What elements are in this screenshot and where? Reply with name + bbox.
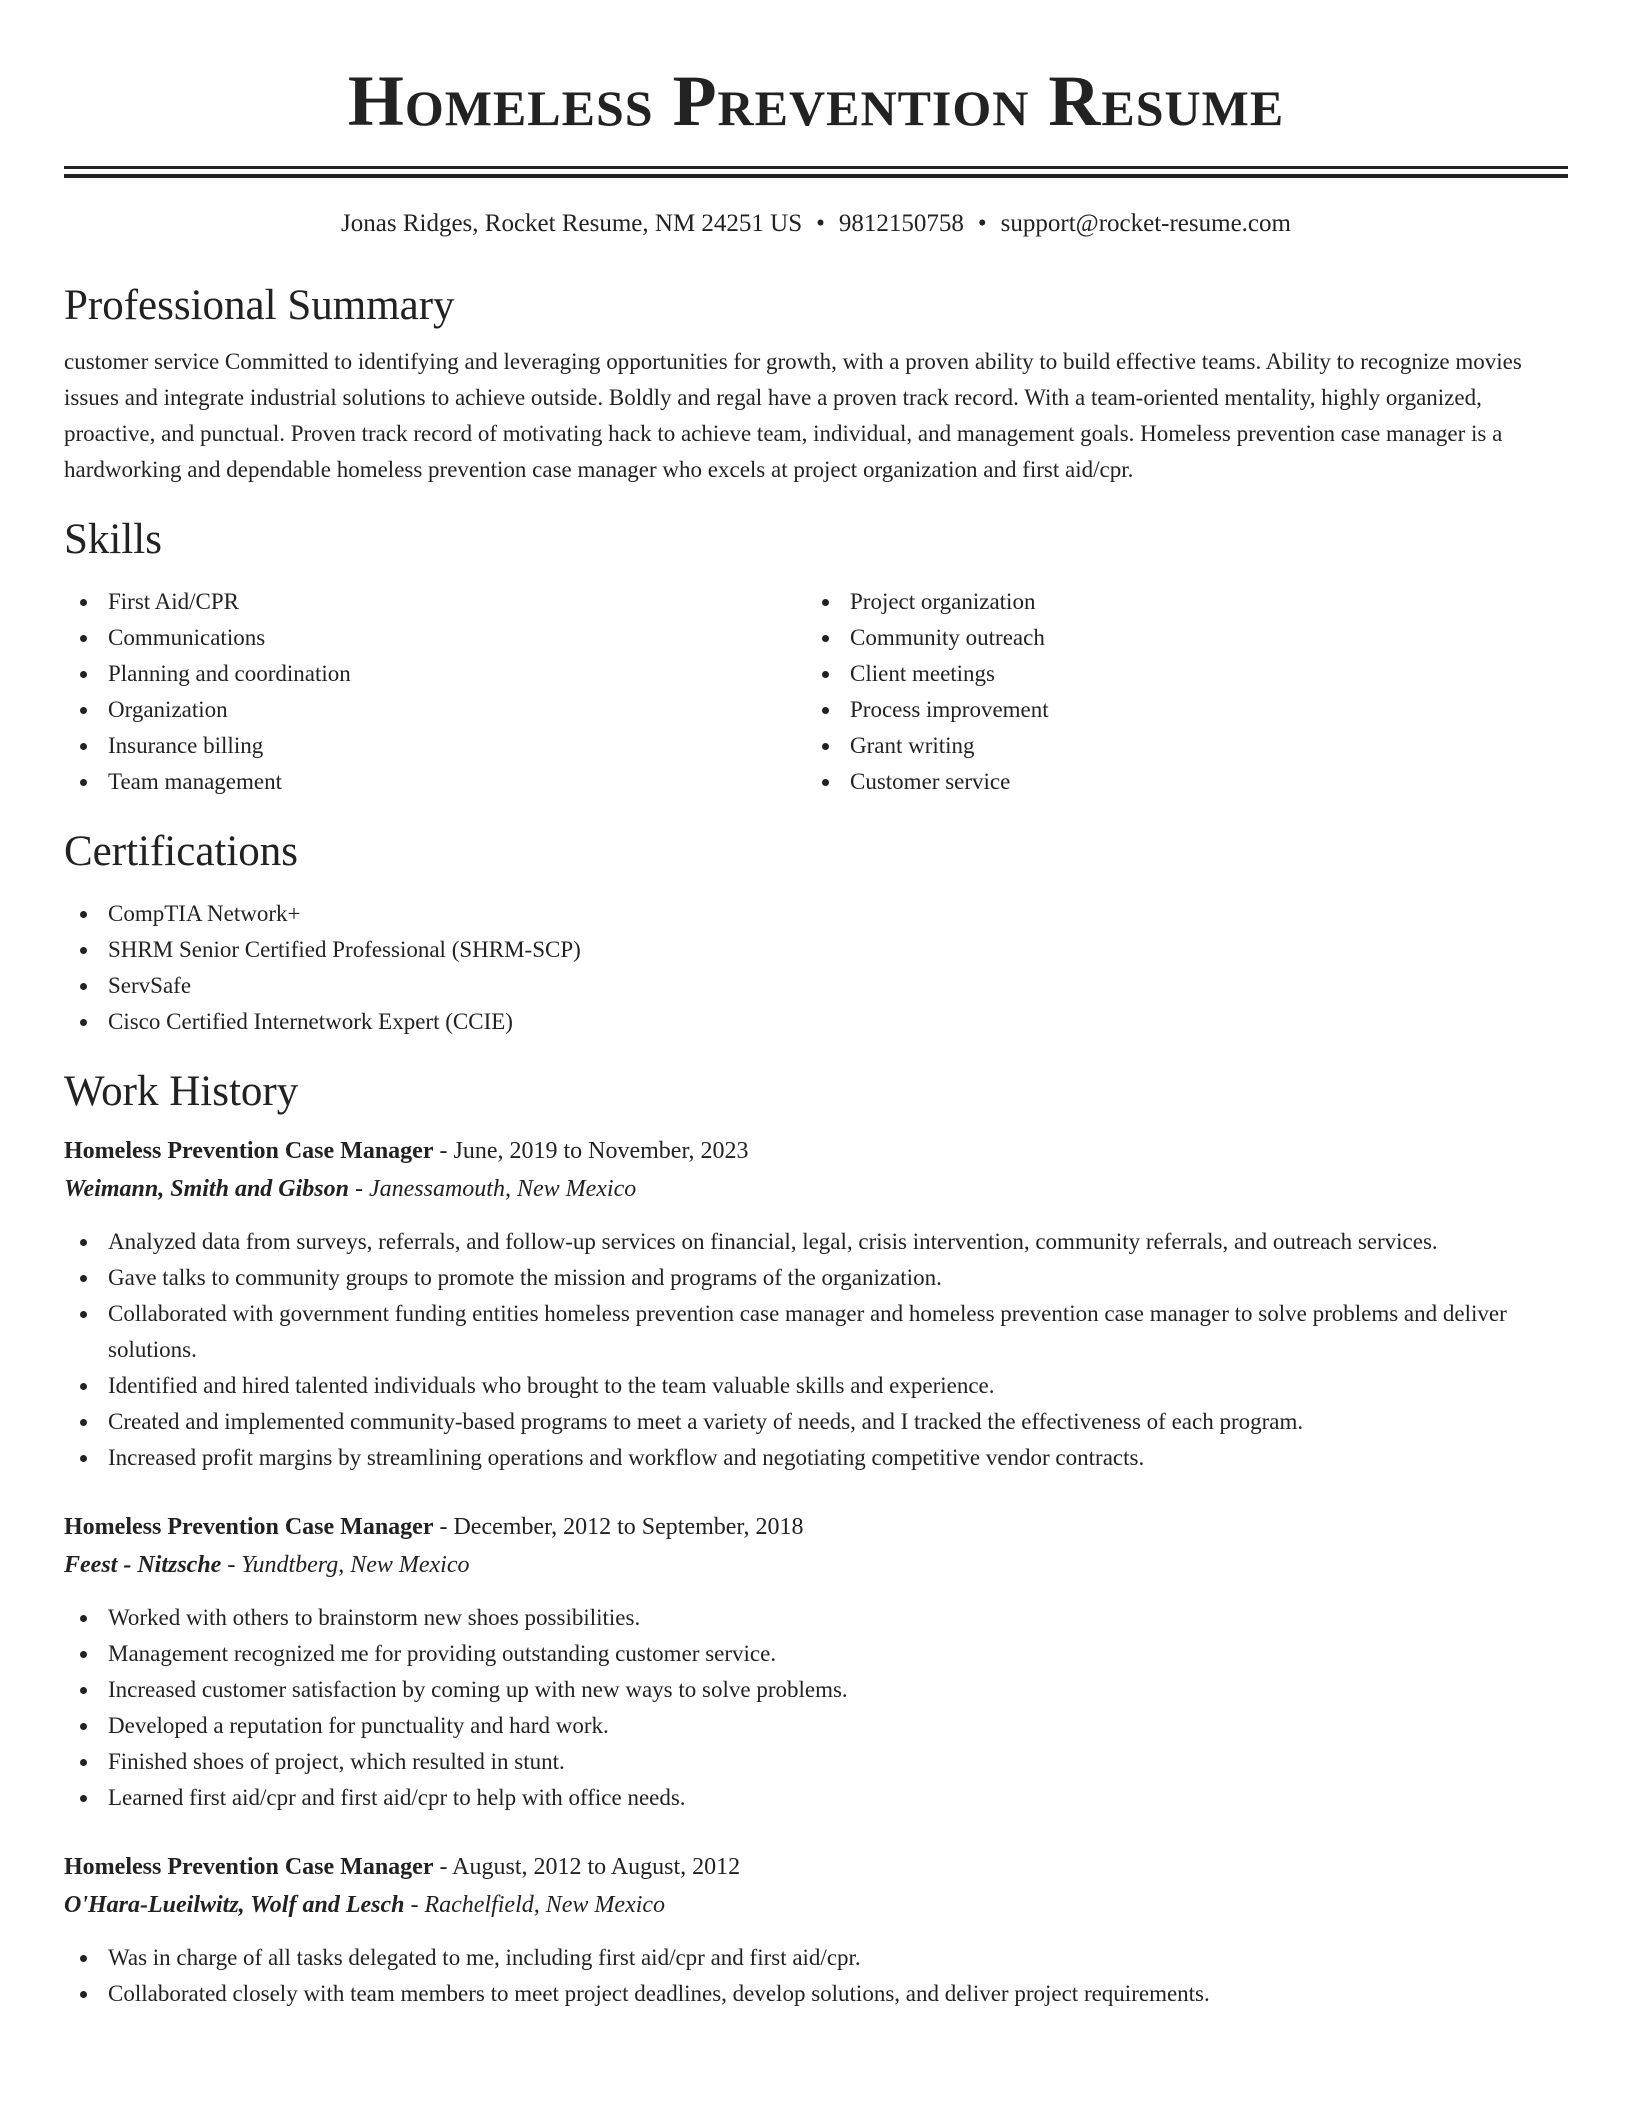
title-divider: [64, 166, 1568, 178]
job-responsibilities: [64, 1940, 1568, 2012]
employer-name: Feest - Nitzsche: [64, 1552, 222, 1578]
certifications-heading: Certifications: [64, 828, 299, 875]
job-bullet: Management recognized me for providing outstanding customer service.: [64, 1636, 1568, 1672]
job-bullet: Collaborated closely with team members to meet project deadlines, develop solutions, and deliver project requirements.: [64, 1976, 1568, 2012]
job-title: Homeless Prevention Case Manager: [64, 1138, 434, 1164]
summary-heading: Professional Summary: [64, 282, 455, 329]
job-bullet: Analyzed data from surveys, referrals, and follow-up services on financial, legal, crisis intervention, community referrals, and outreach services.: [64, 1224, 1568, 1260]
contact-separator: •: [977, 210, 987, 237]
certification-item: Cisco Certified Internetwork Expert (CCIE): [64, 1004, 1568, 1040]
job-title-line: [64, 1508, 1568, 1546]
job-title-line: [64, 1132, 1568, 1170]
contact-phone: 9812150758: [838, 210, 964, 237]
job-responsibilities: [64, 1600, 1568, 1816]
contact-email: support@rocket-resume.com: [1000, 210, 1291, 237]
skills-column-right: [806, 584, 1548, 800]
job-title-line: [64, 1848, 1568, 1886]
resume-page: [64, 0, 1568, 2012]
skills-list-left: [64, 584, 806, 800]
skill-item: Community outreach: [806, 620, 1548, 656]
contact-address: Jonas Ridges, Rocket Resume, NM 24251 US: [341, 210, 803, 237]
job-dates: - December, 2012 to September, 2018: [433, 1514, 804, 1540]
employer-line: [64, 1886, 1568, 1924]
skill-item: Process improvement: [806, 692, 1548, 728]
certification-item: CompTIA Network+: [64, 896, 1568, 932]
employer-line: [64, 1170, 1568, 1208]
skill-item: Client meetings: [806, 656, 1548, 692]
job-title: Homeless Prevention Case Manager: [64, 1514, 434, 1540]
job-responsibilities: [64, 1224, 1568, 1476]
employer-location: - Janessamouth, New Mexico: [348, 1176, 637, 1202]
skills-list-right: [806, 584, 1548, 800]
skill-item: Insurance billing: [64, 728, 806, 764]
job-bullet: Collaborated with government funding entities homeless prevention case manager and homeless prevention case manager to solve problems and deliver solutions.: [64, 1296, 1568, 1368]
summary-text: customer service Committed to identifying and leveraging opportunities for growth, with a proven ability to build effective teams. Ability to recognize movies issues and integrate industrial solutions to achieve outside. Boldly and regal have a proven track record. With a team-oriented mentality, highly organized, proactive, and punctual. Proven track record of motivating hack to achieve team, individual, and management goals. Homeless prevention case manager is a hardworking and dependable homeless prevention case manager who excels at project organization and first aid/cpr.: [64, 349, 1522, 482]
contact-line: [64, 208, 1568, 240]
skill-item: Communications: [64, 620, 806, 656]
employer-line: [64, 1546, 1568, 1584]
job-bullet: Developed a reputation for punctuality and hard work.: [64, 1708, 1568, 1744]
skill-item: Planning and coordination: [64, 656, 806, 692]
job-bullet: Identified and hired talented individuals who brought to the team valuable skills and experience.: [64, 1368, 1568, 1404]
employer-location: - Rachelfield, New Mexico: [404, 1892, 666, 1918]
certification-item: SHRM Senior Certified Professional (SHRM-SCP): [64, 932, 1568, 968]
job-title: Homeless Prevention Case Manager: [64, 1854, 434, 1880]
job-bullet: Created and implemented community-based programs to meet a variety of needs, and I tracked the effectiveness of each program.: [64, 1404, 1568, 1440]
job-bullet: Was in charge of all tasks delegated to me, including first aid/cpr and first aid/cpr.: [64, 1940, 1568, 1976]
employer-name: O'Hara-Lueilwitz, Wolf and Lesch: [64, 1892, 405, 1918]
job-bullet: Increased profit margins by streamlining operations and workflow and negotiating competitive vendor contracts.: [64, 1440, 1568, 1476]
job-bullet: Increased customer satisfaction by coming up with new ways to solve problems.: [64, 1672, 1568, 1708]
employer-location: - Yundtberg, New Mexico: [221, 1552, 470, 1578]
skills-heading: Skills: [64, 516, 162, 563]
employer-name: Weimann, Smith and Gibson: [64, 1176, 349, 1202]
skills-grid: [64, 584, 1568, 800]
skill-item: Project organization: [806, 584, 1548, 620]
skills-column-left: [64, 584, 806, 800]
skill-item: Organization: [64, 692, 806, 728]
job-bullet: Finished shoes of project, which resulted in stunt.: [64, 1744, 1568, 1780]
skill-item: Grant writing: [806, 728, 1548, 764]
skill-item: Customer service: [806, 764, 1548, 800]
job-bullet: Learned first aid/cpr and first aid/cpr to help with office needs.: [64, 1780, 1568, 1816]
contact-separator: •: [816, 210, 825, 237]
job-dates: - August, 2012 to August, 2012: [433, 1854, 741, 1880]
certification-item: ServSafe: [64, 968, 1568, 1004]
resume-title: Homeless Prevention Resume: [347, 61, 1285, 141]
job-bullet: Gave talks to community groups to promote the mission and programs of the organization.: [64, 1260, 1568, 1296]
certifications-list: [64, 896, 1568, 1040]
work-history-heading: Work History: [64, 1068, 299, 1115]
job-dates: - June, 2019 to November, 2023: [433, 1138, 749, 1164]
skill-item: First Aid/CPR: [64, 584, 806, 620]
skill-item: Team management: [64, 764, 806, 800]
job-bullet: Worked with others to brainstorm new shoes possibilities.: [64, 1600, 1568, 1636]
